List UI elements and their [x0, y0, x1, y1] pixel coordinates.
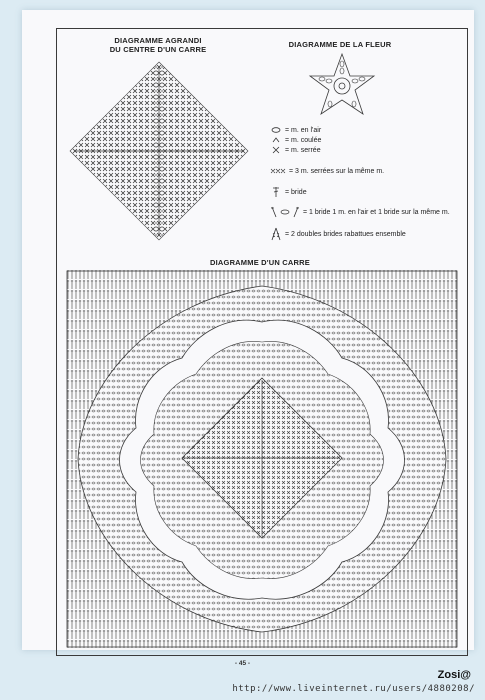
chain-oval-icon	[270, 126, 282, 134]
flower-diagram	[302, 52, 382, 118]
enlarged-center-diagram	[66, 58, 252, 244]
enlarged-title-line-1: DIAGRAMME AGRANDI	[114, 36, 202, 45]
legend-triple-sc	[270, 167, 384, 175]
square-diagram-title: DIAGRAMME D'UN CARRE	[210, 258, 310, 267]
legend-v-stitch-text: = 1 bride 1 m. en l'air et 1 bride sur la même m.	[303, 208, 450, 216]
single-crochet-icon	[270, 146, 282, 154]
slip-stitch-icon	[270, 136, 282, 144]
legend-cluster-text: = 2 doubles brides rabattues ensemble	[285, 230, 406, 238]
square-diagram	[66, 270, 458, 648]
signature: Zosi@	[437, 669, 471, 681]
legend-v-stitch	[270, 206, 450, 218]
legend-triple-sc-text: = 3 m. serrées sur la même m.	[289, 167, 385, 175]
v-stitch-icon	[270, 206, 300, 218]
legend-dc	[270, 186, 307, 198]
page-number: - 45 -	[234, 660, 251, 667]
enlarged-diagram-title	[88, 36, 228, 54]
triple-sc-icon	[270, 167, 286, 175]
legend-dc-text: = bride	[285, 188, 307, 196]
legend-chain-text: = m. en l'air	[285, 126, 322, 134]
enlarged-title-line-2: DU CENTRE D'UN CARRE	[109, 45, 207, 54]
legend-cluster	[270, 227, 406, 241]
legend-sc-text: = m. serrée	[285, 146, 321, 154]
legend-slip	[270, 136, 321, 144]
legend-slip-text: = m. coulée	[285, 136, 322, 144]
legend-chain	[270, 126, 321, 134]
legend-sc	[270, 146, 321, 154]
cluster-icon	[270, 227, 282, 241]
source-url[interactable]: http://www.liveinternet.ru/users/4880208/	[232, 684, 475, 694]
flower-diagram-title: DIAGRAMME DE LA FLEUR	[288, 40, 392, 49]
double-crochet-icon	[270, 186, 282, 198]
